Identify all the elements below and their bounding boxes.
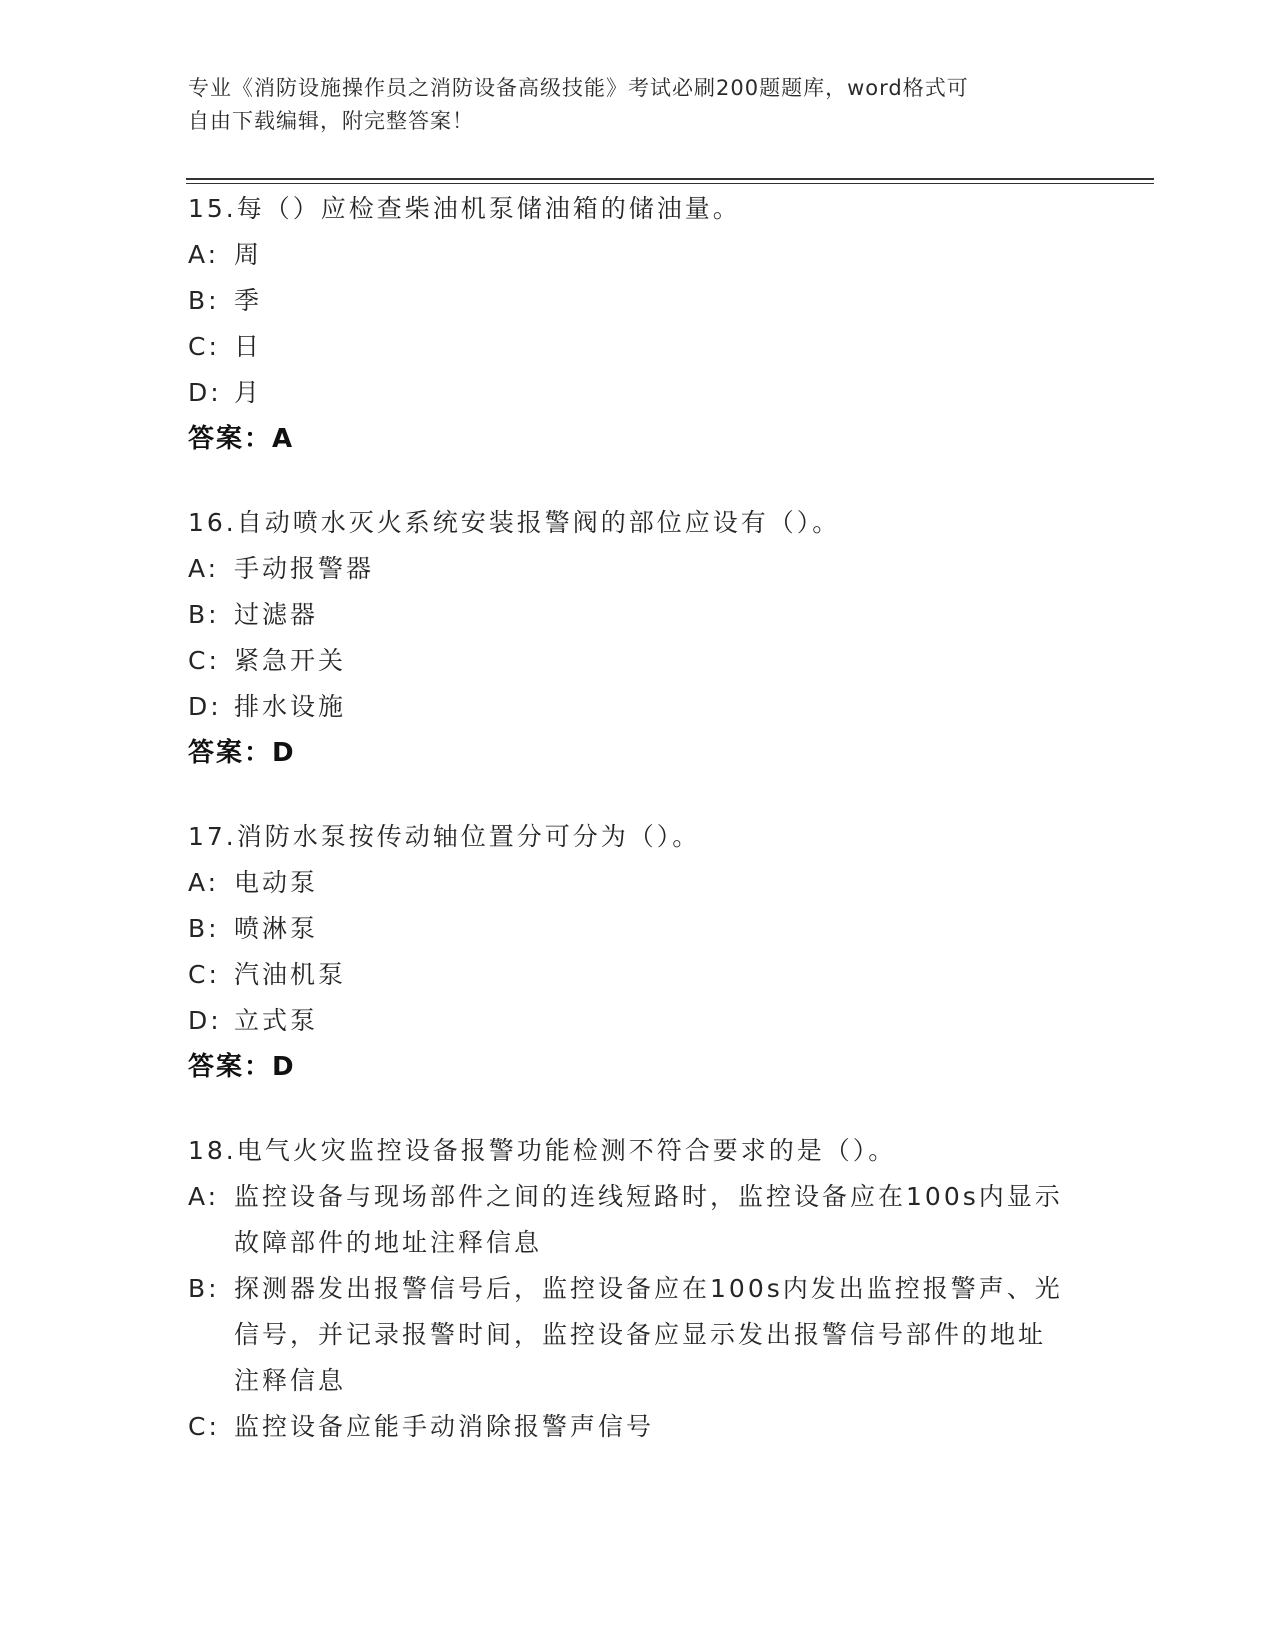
option-a bbox=[188, 546, 1068, 592]
option-key: C: bbox=[188, 332, 220, 361]
question-stem: 15.每（）应检查柴油机泵储油箱的储油量。 bbox=[188, 194, 741, 223]
question-stem: 17.消防水泵按传动轴位置分可分为（）。 bbox=[188, 822, 701, 851]
question-18 bbox=[188, 1128, 1068, 1450]
option-b bbox=[188, 592, 1068, 638]
option-key: C: bbox=[188, 1412, 220, 1441]
document-header bbox=[188, 72, 1068, 138]
option-key: A: bbox=[188, 868, 220, 897]
option-key: D: bbox=[188, 1006, 222, 1035]
question-15 bbox=[188, 186, 1068, 462]
option-b bbox=[188, 1266, 1068, 1404]
option-key: C: bbox=[188, 960, 220, 989]
option-text: 日 bbox=[234, 332, 263, 361]
option-c bbox=[188, 638, 1068, 684]
header-divider-thin bbox=[186, 183, 1154, 184]
answer-label: 答案：A bbox=[188, 424, 295, 454]
question-17 bbox=[188, 814, 1068, 1090]
option-key: C: bbox=[188, 646, 220, 675]
option-c bbox=[188, 324, 1068, 370]
question-stem: 16.自动喷水灭火系统安装报警阀的部位应设有（）。 bbox=[188, 508, 841, 537]
option-d bbox=[188, 998, 1068, 1044]
option-text: 立式泵 bbox=[234, 1006, 319, 1035]
option-d bbox=[188, 684, 1068, 730]
option-text: 排水设施 bbox=[234, 692, 347, 721]
option-c bbox=[188, 952, 1068, 998]
option-text: 汽油机泵 bbox=[234, 960, 347, 989]
option-c bbox=[188, 1404, 1068, 1450]
option-text: 紧急开关 bbox=[234, 646, 347, 675]
option-key: B: bbox=[188, 286, 220, 315]
option-key: A: bbox=[188, 1182, 220, 1211]
option-text: 周 bbox=[234, 240, 263, 269]
option-text: 手动报警器 bbox=[234, 554, 375, 583]
header-line-2: 自由下载编辑，附完整答案！ bbox=[188, 109, 474, 133]
option-key: D: bbox=[188, 692, 222, 721]
option-text: 探测器发出报警信号后，监控设备应在100s内发出监控报警声、光信号，并记录报警时间，监控设备应显示发出报警信号部件的地址注释信息 bbox=[234, 1274, 1063, 1395]
option-a bbox=[188, 1174, 1068, 1266]
option-text: 监控设备应能手动消除报警声信号 bbox=[234, 1412, 655, 1441]
option-key: D: bbox=[188, 378, 222, 407]
question-16 bbox=[188, 500, 1068, 776]
header-divider-thick bbox=[186, 178, 1154, 180]
answer-label: 答案：D bbox=[188, 738, 296, 768]
option-text: 过滤器 bbox=[234, 600, 319, 629]
option-b bbox=[188, 906, 1068, 952]
option-text: 电动泵 bbox=[234, 868, 319, 897]
option-key: B: bbox=[188, 1274, 220, 1303]
option-key: A: bbox=[188, 240, 220, 269]
option-text: 季 bbox=[234, 286, 263, 315]
option-key: B: bbox=[188, 914, 220, 943]
option-b bbox=[188, 278, 1068, 324]
option-key: B: bbox=[188, 600, 220, 629]
option-text: 月 bbox=[234, 378, 263, 407]
header-line-1: 专业《消防设施操作员之消防设备高级技能》考试必刷200题题库，word格式可 bbox=[188, 76, 969, 100]
option-d bbox=[188, 370, 1068, 416]
option-a bbox=[188, 232, 1068, 278]
question-stem: 18.电气火灾监控设备报警功能检测不符合要求的是（）。 bbox=[188, 1136, 897, 1165]
option-text: 喷淋泵 bbox=[234, 914, 319, 943]
option-a bbox=[188, 860, 1068, 906]
option-text: 监控设备与现场部件之间的连线短路时，监控设备应在100s内显示故障部件的地址注释信息 bbox=[234, 1182, 1063, 1257]
option-key: A: bbox=[188, 554, 220, 583]
answer-label: 答案：D bbox=[188, 1052, 296, 1082]
